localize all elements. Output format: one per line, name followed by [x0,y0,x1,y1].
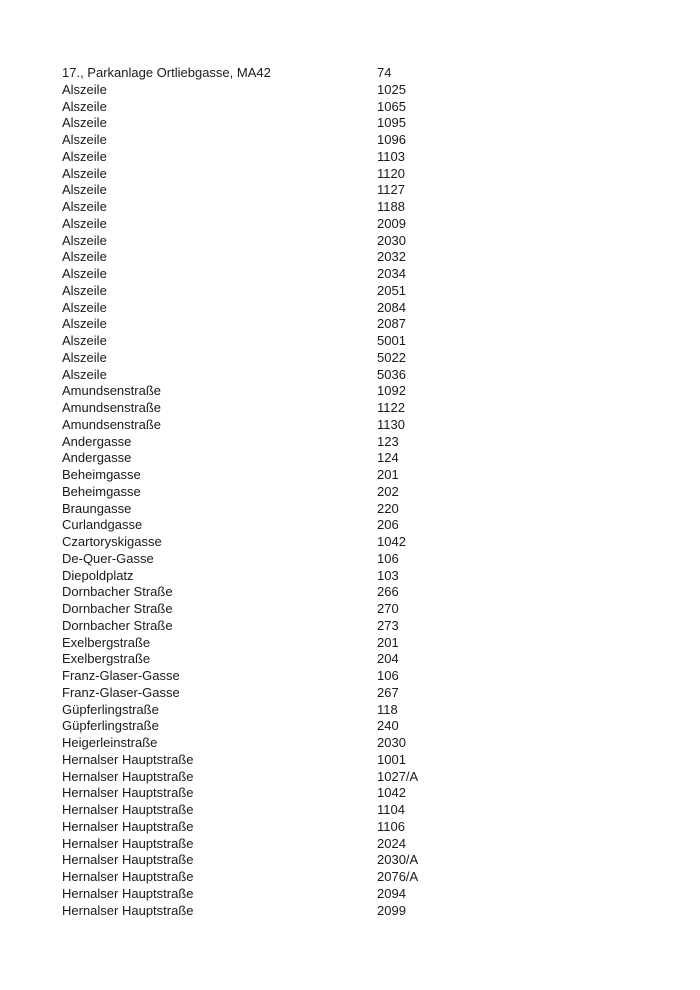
list-item [62,802,660,819]
street-number: 273 [377,617,399,633]
street-name: Exelbergstraße [62,651,151,667]
list-item [62,450,660,467]
list-item [62,534,660,551]
street-name: Alszeile [62,266,107,281]
list-item [62,99,660,116]
street-number: 1065 [377,98,406,114]
street-name: Curlandgasse [62,517,143,533]
street-name: Alszeile [62,366,107,382]
street-list [62,65,660,919]
list-item [62,316,660,333]
street-number: 2076/A [377,869,419,884]
street-name: Amundsenstraße [62,383,161,399]
street-name: Heigerleinstraße [62,735,158,750]
street-number: 5001 [377,333,406,348]
list-item [62,283,660,300]
list-item [62,82,660,99]
list-item [62,115,660,132]
list-item [62,65,660,82]
list-item [62,568,660,585]
street-number: 1042 [377,785,406,801]
street-number: 2030 [377,232,406,248]
list-item [62,517,660,534]
list-item [62,702,660,719]
street-number: 206 [377,517,399,533]
list-item [62,350,660,367]
street-name: Hernalser Hauptstraße [62,818,194,834]
list-item [62,333,660,350]
street-name: Czartoryskigasse [62,534,162,549]
list-item [62,551,660,568]
street-name: Amundsenstraße [62,416,161,432]
street-name: Hernalser Hauptstraße [62,885,194,901]
street-name: Beheimgasse [62,483,141,499]
street-number: 2051 [377,282,406,298]
street-number: 118 [377,701,398,717]
list-item [62,467,660,484]
street-number: 2030 [377,735,406,750]
street-number: 240 [377,718,399,734]
list-item [62,785,660,802]
list-item [62,182,660,199]
list-item [62,501,660,518]
street-name: Hernalser Hauptstraße [62,869,194,884]
street-name: Alszeile [62,232,107,248]
street-name: Alszeile [62,349,107,365]
list-item [62,249,660,266]
street-name: Alszeile [62,199,107,214]
street-name: Dornbacher Straße [62,617,173,633]
street-number: 201 [377,467,399,482]
street-name: Alszeile [62,282,107,298]
street-number: 202 [377,483,399,499]
street-number: 1127 [377,182,405,198]
street-number: 2099 [377,902,406,918]
street-name: Alszeile [62,98,107,114]
street-number: 123 [377,433,399,449]
list-item [62,367,660,384]
street-number: 1120 [377,165,405,181]
street-number: 5036 [377,366,406,382]
list-item [62,735,660,752]
street-name: Alszeile [62,132,107,147]
list-item [62,651,660,668]
list-item [62,685,660,702]
list-item [62,584,660,601]
street-number: 2032 [377,249,406,265]
street-name: Beheimgasse [62,467,141,482]
list-item [62,266,660,283]
list-item [62,718,660,735]
street-number: 220 [377,500,399,516]
street-number: 1106 [377,818,405,834]
street-name: Hernalser Hauptstraße [62,802,194,817]
list-item [62,199,660,216]
street-name: Güpferlingstraße [62,701,159,717]
street-name: Hernalser Hauptstraße [62,768,194,784]
street-number: 2087 [377,316,406,332]
street-number: 2030/A [377,852,419,868]
street-name: Alszeile [62,316,107,332]
street-number: 5022 [377,349,406,365]
street-name: 17., Parkanlage Ortliebgasse, MA42 [62,65,271,80]
list-item [62,300,660,317]
street-number: 1096 [377,132,406,147]
street-name: Hernalser Hauptstraße [62,902,194,918]
list-item [62,618,660,635]
street-name: Dornbacher Straße [62,601,173,616]
list-item [62,216,660,233]
list-item [62,383,660,400]
list-item [62,886,660,903]
street-name: Andergasse [62,433,132,449]
street-name: Amundsenstraße [62,400,161,415]
street-name: Andergasse [62,450,132,466]
street-name: Hernalser Hauptstraße [62,852,194,868]
street-number: 270 [377,601,399,616]
list-item [62,484,660,501]
street-number: 106 [377,668,399,683]
street-name: Exelbergstraße [62,634,151,650]
street-name: Alszeile [62,148,107,164]
street-number: 201 [377,634,399,650]
list-item [62,869,660,886]
list-item [62,166,660,183]
street-name: Alszeile [62,182,107,198]
list-item [62,819,660,836]
street-name: Alszeile [62,165,107,181]
street-number: 106 [377,550,399,566]
list-item [62,601,660,618]
street-number: 103 [377,567,399,583]
street-number: 1095 [377,115,406,131]
street-number: 1103 [377,148,405,164]
street-name: Alszeile [62,215,107,231]
list-item [62,836,660,853]
list-item [62,769,660,786]
street-number: 2094 [377,885,406,901]
street-number: 2024 [377,835,406,851]
street-number: 1122 [377,400,405,415]
list-item [62,434,660,451]
street-number: 1027/A [377,768,419,784]
street-number: 2009 [377,215,406,231]
list-item [62,903,660,920]
street-name: Dornbacher Straße [62,584,173,600]
street-name: Alszeile [62,81,107,97]
street-number: 74 [377,65,392,80]
street-number: 1104 [377,802,405,817]
street-number: 1025 [377,81,406,97]
street-number: 1001 [377,751,406,767]
street-number: 267 [377,684,399,700]
street-name: Alszeile [62,333,107,348]
street-number: 1042 [377,534,406,549]
street-name: Hernalser Hauptstraße [62,835,194,851]
list-item [62,852,660,869]
street-name: Alszeile [62,115,107,131]
street-name: Diepoldplatz [62,567,134,583]
list-item [62,400,660,417]
list-item [62,233,660,250]
street-name: Hernalser Hauptstraße [62,751,194,767]
street-number: 2084 [377,299,406,315]
street-name: Alszeile [62,249,107,265]
street-number: 1092 [377,383,406,399]
street-name: Güpferlingstraße [62,718,159,734]
list-item [62,668,660,685]
street-name: Braungasse [62,500,132,516]
street-name: Alszeile [62,299,107,315]
street-number: 1130 [377,416,405,432]
list-item [62,132,660,149]
street-number: 2034 [377,266,406,281]
street-name: Franz-Glaser-Gasse [62,684,180,700]
street-name: De-Quer-Gasse [62,550,154,566]
list-item [62,752,660,769]
list-item [62,417,660,434]
street-name: Franz-Glaser-Gasse [62,668,180,683]
street-number: 124 [377,450,399,466]
street-number: 1188 [377,199,405,214]
street-number: 204 [377,651,399,667]
list-item [62,635,660,652]
street-name: Hernalser Hauptstraße [62,785,194,801]
street-number: 266 [377,584,399,600]
list-item [62,149,660,166]
